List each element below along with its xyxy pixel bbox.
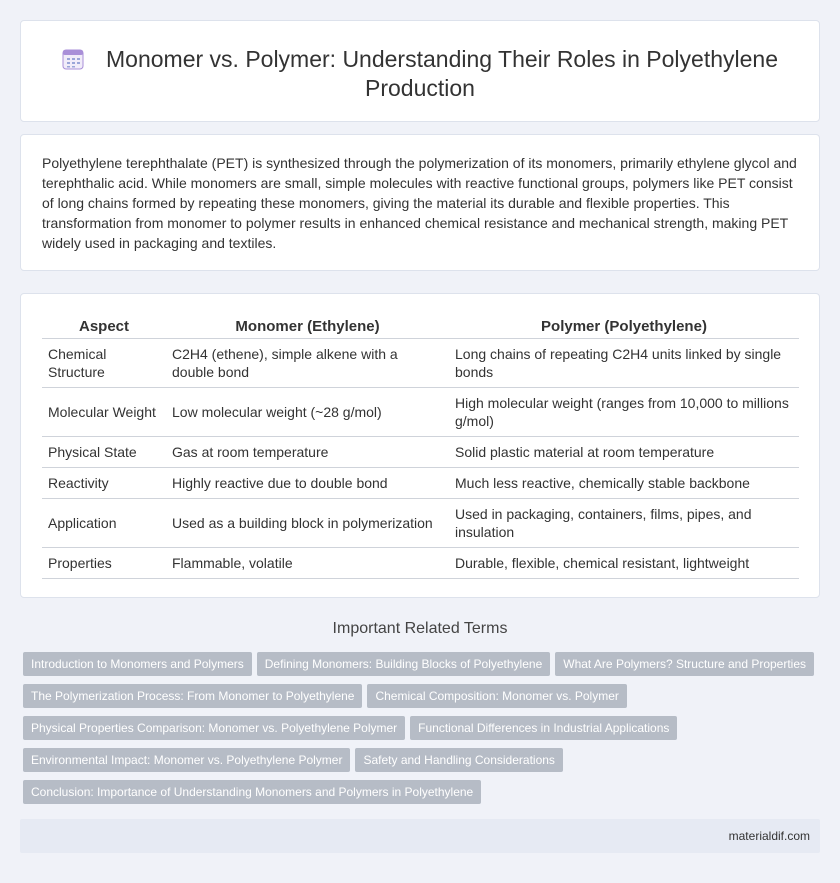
table-row (42, 467, 799, 498)
row-monomer: Highly reactive due to double bond (166, 467, 449, 498)
row-aspect: Molecular Weight (42, 387, 166, 436)
related-terms-title: Important Related Terms (332, 620, 508, 637)
related-term-tag[interactable]: Safety and Handling Considerations (355, 748, 562, 772)
row-monomer: Used as a building block in polymerization (166, 498, 449, 547)
header-card (20, 20, 820, 122)
related-term-tag[interactable]: Defining Monomers: Building Blocks of Polyethylene (257, 652, 550, 676)
row-aspect: Reactivity (42, 467, 166, 498)
row-monomer: C2H4 (ethene), simple alkene with a double bond (166, 338, 449, 387)
row-polymer: High molecular weight (ranges from 10,000 to millions g/mol) (449, 387, 799, 436)
row-polymer: Solid plastic material at room temperature (449, 436, 799, 467)
row-monomer: Flammable, volatile (166, 547, 449, 578)
related-term-tag[interactable]: The Polymerization Process: From Monomer to Polyethylene (23, 684, 362, 708)
row-aspect: Physical State (42, 436, 166, 467)
header-aspect: Aspect (42, 316, 166, 338)
row-aspect: Chemical Structure (42, 338, 166, 387)
row-monomer: Low molecular weight (~28 g/mol) (166, 387, 449, 436)
comparison-table (42, 316, 799, 579)
row-polymer: Used in packaging, containers, films, pipes, and insulation (449, 498, 799, 547)
table-row (42, 498, 799, 547)
related-term-tag[interactable]: Chemical Composition: Monomer vs. Polymer (367, 684, 626, 708)
table-row (42, 436, 799, 467)
related-term-tag[interactable]: What Are Polymers? Structure and Properties (555, 652, 814, 676)
table-row (42, 387, 799, 436)
related-term-tag[interactable]: Functional Differences in Industrial Applications (410, 716, 677, 740)
page-title-text: Monomer vs. Polymer: Understanding Their Roles in Polyethylene Production (106, 46, 778, 101)
row-polymer: Durable, flexible, chemical resistant, lightweight (449, 547, 799, 578)
row-polymer: Long chains of repeating C2H4 units linked by single bonds (449, 338, 799, 387)
related-term-tag[interactable]: Physical Properties Comparison: Monomer vs. Polyethylene Polymer (23, 716, 405, 740)
table-row (42, 547, 799, 578)
calendar-icon (62, 48, 84, 70)
intro-card (20, 134, 820, 271)
row-monomer: Gas at room temperature (166, 436, 449, 467)
table-row (42, 338, 799, 387)
related-terms-list (23, 652, 823, 812)
footer-site-link[interactable]: materialdif.com (728, 829, 810, 843)
table-header-row (42, 316, 799, 338)
related-term-tag[interactable]: Introduction to Monomers and Polymers (23, 652, 252, 676)
row-aspect: Properties (42, 547, 166, 578)
header-polymer: Polymer (Polyethylene) (449, 316, 799, 338)
footer (20, 819, 820, 853)
row-aspect: Application (42, 498, 166, 547)
comparison-table-card (20, 293, 820, 598)
page-title (51, 45, 789, 103)
header-monomer: Monomer (Ethylene) (166, 316, 449, 338)
related-term-tag[interactable]: Conclusion: Importance of Understanding Monomers and Polymers in Polyethylene (23, 780, 481, 804)
row-polymer: Much less reactive, chemically stable backbone (449, 467, 799, 498)
intro-paragraph: Polyethylene terephthalate (PET) is synthesized through the polymerization of its monomers, primarily ethylene glycol and terephthalic acid. While monomers are small, simple molecules with reactive functional groups, polymers like PET consist of long chains formed by repeating these monomers, giving the material its durable and flexible properties. This transformation from monomer to polymer results in enhanced chemical resistance and mechanical strength, making PET widely used in packaging and textiles. (42, 155, 797, 251)
related-term-tag[interactable]: Environmental Impact: Monomer vs. Polyethylene Polymer (23, 748, 350, 772)
